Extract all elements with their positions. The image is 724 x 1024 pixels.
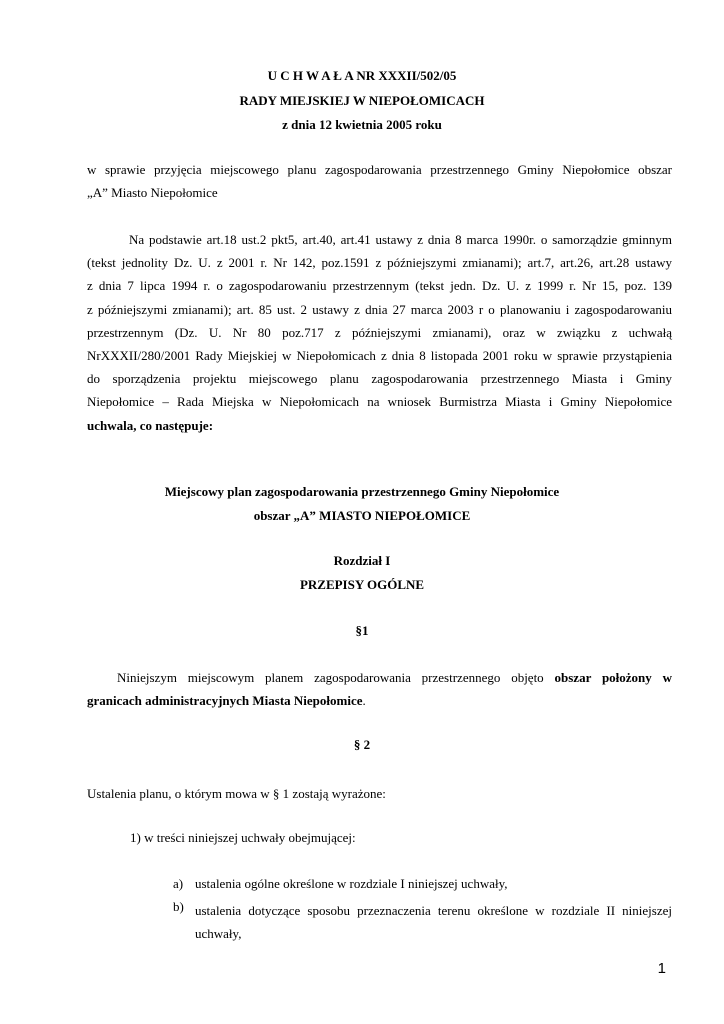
resolution-number: U C H W A Ł A NR XXXII/502/05 <box>267 68 457 83</box>
section-1-bold-1: obszar położony w <box>554 670 672 685</box>
basis-closing: uchwala, co następuje: <box>87 417 214 433</box>
plan-title: Miejscowy plan zagospodarowania przestrzennego Gminy Niepołomice <box>164 484 560 499</box>
chapter-label: Rozdział I <box>333 553 391 568</box>
basis-line: z późniejszymi zmianami); art. 85 ust. 2 ustawy z dnia 27 marca 2003 r o planowaniu i zagospodarowaniu <box>87 301 672 317</box>
sub-item-b-marker: b) <box>173 899 184 914</box>
sub-item-b <box>195 899 672 945</box>
plan-area: obszar „A” MIASTO NIEPOŁOMICE <box>253 508 471 523</box>
sub-item-b-line: uchwały, <box>195 926 242 941</box>
basis-line: przestrzennym (Dz. U. Nr 80 poz.717 z późniejszymi zmianami), oraz w związku z uchwałą <box>87 324 672 340</box>
basis-line: z dnia 7 lipca 1994 r. o zagospodarowaniu przestrzennym (tekst jedn. Dz. U. z 1999 r. Nr 15, poz. 139 <box>87 278 672 294</box>
section-1-text-start: Niniejszym miejscowym planem zagospodarowania przestrzennego objęto <box>117 670 555 685</box>
resolution-date: z dnia 12 kwietnia 2005 roku <box>282 117 442 132</box>
sub-item-b-line: ustalenia dotyczące sposobu przeznaczenia terenu określone w rozdziale II niniejszej <box>195 903 672 918</box>
section-1-bold-2: granicach administracyjnych Miasta Niepołomice <box>87 693 363 708</box>
section-1-text <box>87 666 672 712</box>
subject-line: w sprawie przyjęcia miejscowego planu zagospodarowania przestrzennego Gminy Niepołomice obszar <box>87 162 672 177</box>
section-1-line <box>87 689 672 712</box>
section-2-mark: § 2 <box>353 737 371 752</box>
section-2-item-1: 1) w treści niniejszej uchwały obejmującej: <box>130 830 356 845</box>
sub-item-a-marker: a) <box>173 876 184 891</box>
basis-line: (tekst jednolity Dz. U. z 2001 r. Nr 142, poz.1591 z późniejszymi zmianami); art.7, art.26, art.28 ustawy <box>87 255 672 271</box>
basis-line: NrXXXII/280/2001 Rady Miejskiej w Niepołomicach z dnia 8 listopada 2001 roku w sprawie przystąpienia <box>87 348 672 364</box>
basis-line: Niepołomice – Rada Miejska w Niepołomicach na wniosek Burmistrza Miasta i Gminy Niepołomice <box>87 394 672 410</box>
chapter-title: PRZEPISY OGÓLNE <box>299 577 425 592</box>
section-1-mark: §1 <box>355 623 369 638</box>
basis-line: do sporządzenia projektu miejscowego planu zagospodarowania przestrzennego Miasta i Gminy <box>87 371 672 387</box>
council-name: RADY MIEJSKIEJ W NIEPOŁOMICACH <box>239 93 485 108</box>
section-2-intro: Ustalenia planu, o którym mowa w § 1 zostają wyrażone: <box>87 786 386 801</box>
section-1-line <box>87 666 672 689</box>
subject-paragraph <box>87 158 672 204</box>
basis-line: Na podstawie art.18 ust.2 pkt5, art.40, art.41 ustawy z dnia 8 marca 1990r. o samorządzie gminnym <box>129 232 672 247</box>
legal-basis-paragraph <box>87 228 672 437</box>
subject-line: „A” Miasto Niepołomice <box>87 185 218 200</box>
section-1-text-end: . <box>362 693 366 708</box>
page-number: 1 <box>657 960 666 977</box>
sub-item-a: ustalenia ogólne określone w rozdziale I niniejszej uchwały, <box>195 876 508 891</box>
